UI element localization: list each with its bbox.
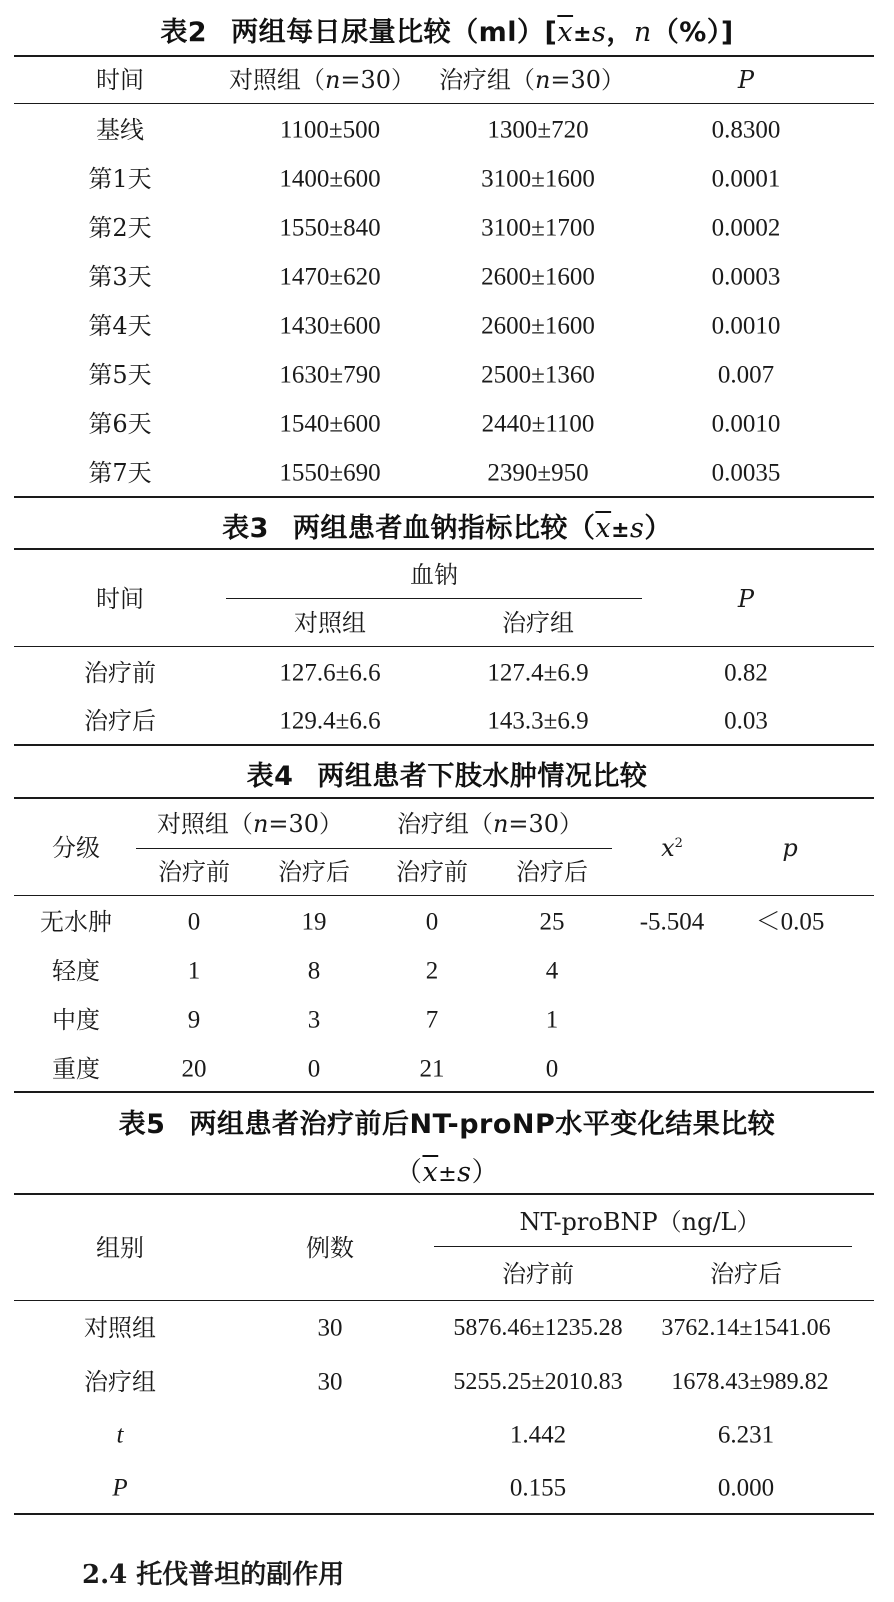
table5-header-group: 组别	[96, 1234, 144, 1262]
table2-cell-control: 1400±600	[279, 165, 381, 193]
table3-s: s	[630, 513, 645, 544]
table3-cell-time: 治疗后	[84, 707, 156, 735]
table2-cell-p: 0.0010	[711, 312, 781, 340]
table2-pct: （%）]	[651, 17, 734, 48]
table4-title: 两组患者下肢水肿情况比较	[317, 761, 648, 792]
table3-pm: ±	[611, 518, 631, 543]
table4-header-control	[157, 812, 343, 836]
table5-close: ）	[471, 1157, 500, 1188]
table2-cell-p: 0.0010	[711, 410, 781, 438]
table3-caption	[0, 506, 894, 545]
table2-cell-time: 第3天	[88, 263, 152, 291]
table2-comma: ，	[606, 17, 634, 48]
table5-pm: ±	[438, 1162, 458, 1187]
table5-top-rule	[14, 1193, 874, 1195]
table5-cell-after: 3762.14±1541.06	[661, 1315, 831, 1341]
table5-cell-after: 1678.43±989.82	[671, 1369, 829, 1395]
table3-group-rule	[226, 598, 642, 599]
table5-cell-before: 1.442	[509, 1421, 567, 1449]
table3-cell-time: 治疗前	[84, 659, 156, 687]
table5-s: s	[457, 1157, 472, 1188]
table4-header-p: p	[782, 834, 798, 862]
table2-cell-control: 1470±620	[279, 263, 381, 291]
table2-bottom-rule	[14, 496, 874, 498]
table5-title: 两组患者治疗前后NT-proNP水平变化结果比较	[189, 1109, 776, 1140]
table4-header-control-before: 治疗前	[158, 858, 230, 886]
table3-close: ）	[644, 513, 672, 544]
table4-cell-c-before: 9	[187, 1006, 201, 1034]
table5-xbar: $\overline{x}$	[422, 1157, 439, 1188]
table2-header-control-label: 对照组（	[228, 66, 325, 94]
table2-cell-time: 第1天	[88, 165, 152, 193]
table2-cell-treat: 2440±1100	[481, 410, 595, 438]
table2-header-treat-n: n	[534, 66, 551, 94]
table2-cell-time: 第5天	[88, 361, 152, 389]
table3-header-group: 血钠	[410, 561, 458, 589]
section-heading: 2.4 托伐普坦的副作用	[82, 1560, 345, 1590]
table2-cell-p: 0.007	[717, 361, 775, 389]
table2-title: 两组每日尿量比较（ml）[	[231, 17, 558, 48]
table2-cell-treat: 2390±950	[487, 459, 589, 487]
table4-header-control-eq: =30）	[268, 810, 344, 838]
table2-top-rule	[14, 55, 874, 57]
table4-top-rule	[14, 797, 874, 799]
table4-header-treat-before: 治疗前	[396, 858, 468, 886]
table4-cell-c-after: 19	[301, 908, 327, 936]
table2-header-treat	[439, 68, 625, 92]
table5-header-before: 治疗前	[502, 1260, 574, 1288]
table5-cell-before: 0.155	[509, 1474, 567, 1502]
table4-cell-t-after: 0	[545, 1055, 559, 1083]
table5-cell-group: t	[116, 1421, 124, 1449]
table4-group-rule	[136, 848, 612, 849]
table2-header-control	[229, 68, 415, 92]
table4-caption	[0, 754, 894, 793]
table4-header-x2-sup: 2	[674, 836, 683, 851]
table2-cell-time: 基线	[96, 116, 144, 144]
table5-caption	[0, 1102, 894, 1141]
table3-cell-control: 129.4±6.6	[279, 707, 381, 735]
table2-cell-time: 第7天	[88, 459, 152, 487]
table3-header-rule	[14, 646, 874, 647]
table2-cell-control: 1430±600	[279, 312, 381, 340]
table4-cell-grade: 无水肿	[40, 908, 112, 936]
table4-cell-c-after: 0	[307, 1055, 321, 1083]
table4-cell-p: ＜0.05	[755, 908, 825, 936]
table4-cell-c-after: 3	[307, 1006, 321, 1034]
table4-cell-t-before: 7	[425, 1006, 439, 1034]
table4-header-rule	[14, 895, 874, 896]
table5-open: （	[394, 1157, 423, 1188]
table2-cell-treat: 1300±720	[487, 116, 589, 144]
table5-cell-before: 5255.25±2010.83	[453, 1369, 623, 1395]
table4-cell-t-after: 4	[545, 957, 559, 985]
table4-cell-t-before: 21	[419, 1055, 445, 1083]
table4-label: 表4	[246, 761, 294, 792]
table4-header-control-n: n	[252, 810, 269, 838]
table5-header-marker: NT-proBNP（ng/L）	[519, 1208, 761, 1236]
table2-cell-treat: 3100±1700	[481, 214, 595, 242]
table2-cell-time: 第6天	[88, 410, 152, 438]
table2-header-treat-label: 治疗组（	[438, 66, 535, 94]
table3-header-time: 时间	[96, 585, 144, 613]
table5-caption-line2	[0, 1150, 894, 1189]
table4-header-control-after: 治疗后	[278, 858, 350, 886]
table5-group-rule	[434, 1246, 852, 1247]
table2-caption	[0, 10, 894, 49]
table4-header-treat-after: 治疗后	[516, 858, 588, 886]
table5-cell-before: 5876.46±1235.28	[453, 1315, 623, 1341]
table2-header-rule	[14, 103, 874, 104]
table3-bottom-rule	[14, 744, 874, 746]
table4-cell-grade: 轻度	[52, 957, 100, 985]
table4-header-treat-label: 治疗组（	[396, 810, 493, 838]
table3-header-treat: 治疗组	[502, 609, 574, 637]
table5-bottom-rule	[14, 1513, 874, 1515]
table2-cell-p: 0.0035	[711, 459, 781, 487]
table2-header-p: P	[737, 66, 755, 94]
table5-cell-group: P	[112, 1474, 128, 1502]
table3-cell-p: 0.82	[724, 659, 768, 687]
table2-s: s	[592, 17, 607, 48]
table3-xbar: $\overline{x}$	[595, 513, 612, 544]
table4-header-treat-eq: =30）	[508, 810, 584, 838]
table2-cell-p: 0.0002	[711, 214, 781, 242]
table2-pm: ±	[573, 22, 593, 47]
table4-cell-grade: 中度	[52, 1006, 100, 1034]
table5-header-rule	[14, 1300, 874, 1301]
table4-cell-t-after: 1	[545, 1006, 559, 1034]
table3-header-p: P	[737, 585, 755, 613]
table5-cell-count: 30	[317, 1314, 343, 1342]
table2-cell-treat: 2600±1600	[481, 263, 595, 291]
table2-n: n	[633, 17, 652, 48]
table4-cell-c-after: 8	[307, 957, 321, 985]
table4-header-treat	[397, 812, 583, 836]
table4-header-grade: 分级	[52, 834, 100, 862]
table2-label: 表2	[160, 17, 208, 48]
table3-title: 两组患者血钠指标比较（	[292, 513, 596, 544]
table5-cell-group: 对照组	[84, 1314, 156, 1342]
table2-cell-p: 0.0003	[711, 263, 781, 291]
table4-cell-c-before: 0	[187, 908, 201, 936]
table5-cell-count: 30	[317, 1368, 343, 1396]
table4-cell-t-after: 25	[539, 908, 565, 936]
table3-cell-control: 127.6±6.6	[279, 659, 381, 687]
table3-cell-p: 0.03	[724, 707, 768, 735]
table2-cell-treat: 3100±1600	[481, 165, 595, 193]
table5-header-count: 例数	[306, 1234, 354, 1262]
table4-bottom-rule	[14, 1091, 874, 1093]
table3-label: 表3	[222, 513, 269, 544]
table4-cell-t-before: 2	[425, 957, 439, 985]
table2-cell-treat: 2500±1360	[481, 361, 595, 389]
table2-cell-control: 1100±500	[279, 116, 381, 144]
table2-header-treat-eq: =30）	[550, 66, 626, 94]
table3-top-rule	[14, 548, 874, 550]
table4-header-x2-base: x	[661, 834, 675, 862]
table2-cell-control: 1540±600	[279, 410, 381, 438]
table4-header-x2	[661, 836, 683, 860]
table5-header-after: 治疗后	[710, 1260, 782, 1288]
table5-cell-after: 6.231	[717, 1421, 775, 1449]
table5-cell-after: 0.000	[717, 1474, 775, 1502]
table3-header-control: 对照组	[294, 609, 366, 637]
table2-header-control-n: n	[324, 66, 341, 94]
table2-header-control-eq: =30）	[340, 66, 416, 94]
table4-header-control-label: 对照组（	[156, 810, 253, 838]
table4-cell-grade: 重度	[52, 1055, 100, 1083]
table2-cell-treat: 2600±1600	[481, 312, 595, 340]
table5-cell-group: 治疗组	[84, 1368, 156, 1396]
table4-header-treat-n: n	[492, 810, 509, 838]
table2-cell-time: 第2天	[88, 214, 152, 242]
table2-cell-p: 0.0001	[711, 165, 781, 193]
table2-cell-time: 第4天	[88, 312, 152, 340]
table3-cell-treat: 143.3±6.9	[487, 707, 589, 735]
table2-cell-p: 0.8300	[711, 116, 781, 144]
table2-xbar: $\overline{x}$	[557, 17, 574, 48]
table2-cell-control: 1630±790	[279, 361, 381, 389]
table4-cell-t-before: 0	[425, 908, 439, 936]
table2-cell-control: 1550±690	[279, 459, 381, 487]
table2-cell-control: 1550±840	[279, 214, 381, 242]
table4-cell-c-before: 1	[187, 957, 201, 985]
table5-label: 表5	[118, 1109, 166, 1140]
table3-cell-treat: 127.4±6.9	[487, 659, 589, 687]
table2-header-time: 时间	[96, 66, 144, 94]
table4-cell-x2: -5.504	[639, 908, 705, 936]
table4-cell-c-before: 20	[181, 1055, 207, 1083]
